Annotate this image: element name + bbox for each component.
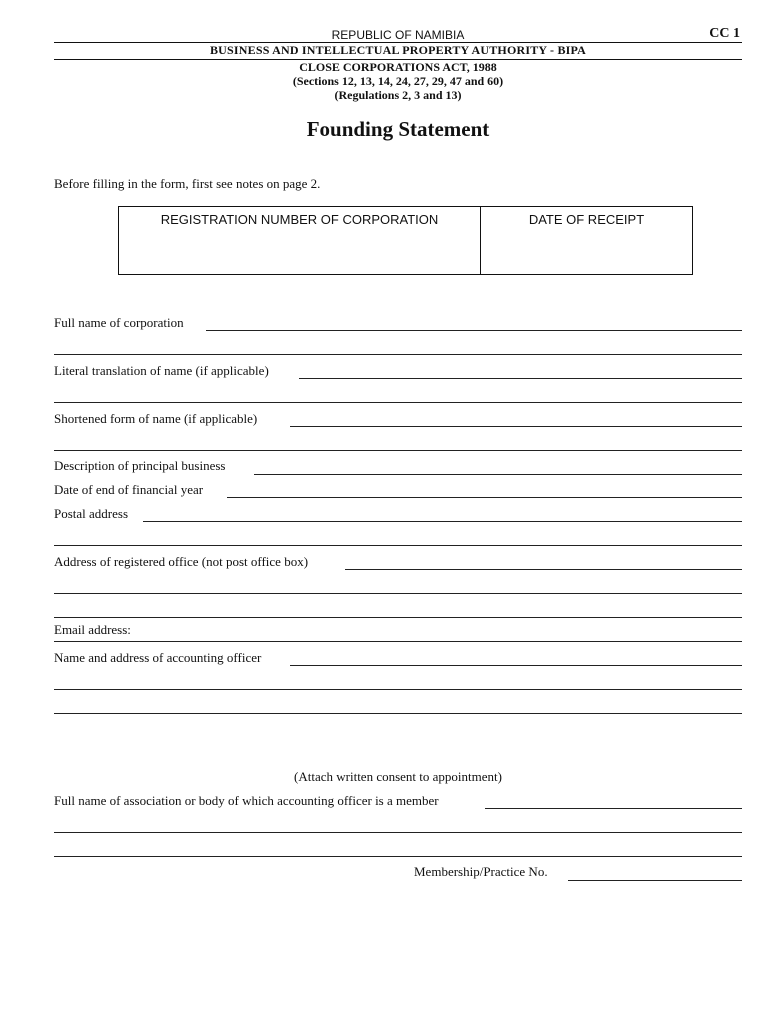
accounting-officer-input[interactable] [290, 665, 742, 666]
principal-business-input[interactable] [254, 474, 742, 475]
postal-address-label: Postal address [54, 506, 129, 521]
financial-year-label: Date of end of financial year [54, 482, 204, 497]
full-name-input[interactable] [206, 330, 742, 331]
registered-office-input-line-3[interactable] [54, 617, 742, 618]
act-heading: CLOSE CORPORATIONS ACT, 1988 [299, 60, 497, 74]
full-name-label: Full name of corporation [54, 315, 184, 330]
shortened-form-input-line-2[interactable] [54, 450, 742, 451]
accounting-officer-input-line-2[interactable] [54, 689, 742, 690]
registered-office-label: Address of registered office (not post office box) [54, 554, 309, 569]
association-input-line-2[interactable] [54, 832, 742, 833]
attach-consent-note: (Attach written consent to appointment) [294, 769, 502, 784]
sections-heading: (Sections 12, 13, 14, 24, 27, 29, 47 and 60) [292, 74, 504, 88]
date-of-receipt-cell[interactable] [481, 207, 692, 274]
association-input-line-3[interactable] [54, 856, 742, 857]
registration-number-cell[interactable] [119, 207, 481, 274]
form-code: CC 1 [709, 26, 740, 41]
literal-translation-input-line-2[interactable] [54, 402, 742, 403]
date-of-receipt-header: DATE OF RECEIPT [528, 212, 645, 227]
regulations-heading: (Regulations 2, 3 and 13) [334, 88, 462, 102]
republic-heading: REPUBLIC OF NAMIBIA [331, 28, 465, 42]
postal-address-input[interactable] [143, 521, 742, 522]
postal-address-input-line-2[interactable] [54, 545, 742, 546]
literal-translation-input[interactable] [299, 378, 742, 379]
membership-number-label: Membership/Practice No. [414, 864, 548, 879]
registered-office-input[interactable] [345, 569, 742, 570]
registered-office-input-line-2[interactable] [54, 593, 742, 594]
accounting-officer-label: Name and address of accounting officer [54, 650, 262, 665]
email-input[interactable] [54, 641, 742, 642]
association-label: Full name of association or body of which accounting officer is a member [54, 793, 439, 808]
email-label: Email address: [54, 622, 131, 637]
full-name-input-line-2[interactable] [54, 354, 742, 355]
shortened-form-label: Shortened form of name (if applicable) [54, 411, 258, 426]
membership-number-input[interactable] [568, 880, 742, 881]
principal-business-label: Description of principal business [54, 458, 226, 473]
association-input[interactable] [485, 808, 742, 809]
shortened-form-input[interactable] [290, 426, 742, 427]
intro-text: Before filling in the form, first see notes on page 2. [54, 176, 321, 191]
registration-box [118, 206, 693, 275]
page-title: Founding Statement [306, 117, 490, 141]
literal-translation-label: Literal translation of name (if applicable) [54, 363, 269, 378]
registration-number-header: REGISTRATION NUMBER OF CORPORATION [160, 212, 439, 227]
financial-year-input[interactable] [227, 497, 742, 498]
authority-heading: BUSINESS AND INTELLECTUAL PROPERTY AUTHORITY - BIPA [209, 43, 587, 57]
accounting-officer-input-line-3[interactable] [54, 713, 742, 714]
